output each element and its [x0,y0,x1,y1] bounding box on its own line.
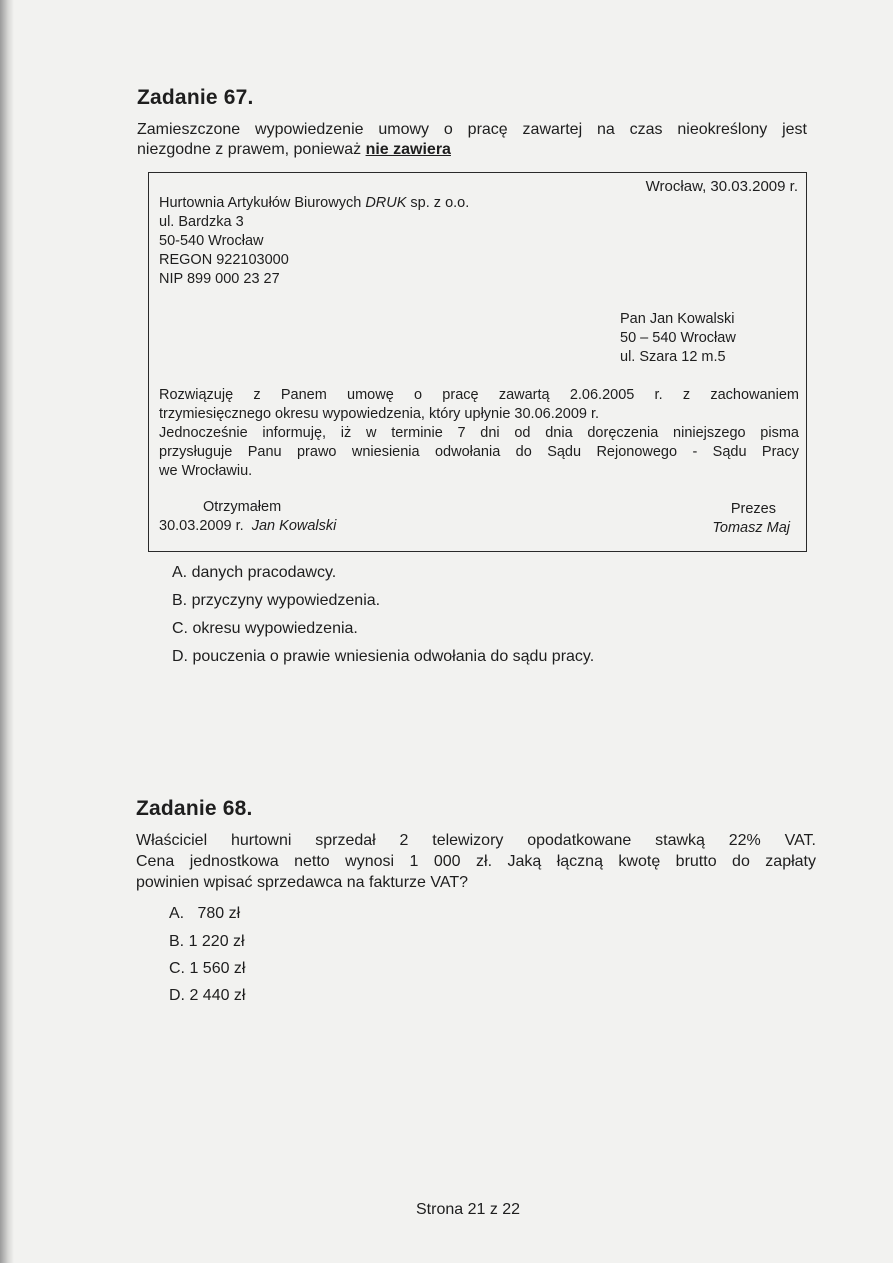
task-67-option-b: B. przyczyny wypowiedzenia. [172,592,381,609]
page-number: Strona 21 z 22 [416,1201,521,1218]
task-67-question-line-1: Zamieszczone wypowiedzenie umowy o pracę zawartej na czas nieokreślony jest [137,121,807,138]
president-signature [712,519,790,538]
letter-body-line-2: trzymiesięcznego okresu wypowiedzenia, który upłynie 30.06.2009 r. [159,406,600,422]
sender-regon: REGON 922103000 [159,252,289,268]
recipient-name: Pan Jan Kowalski [620,311,735,327]
sender-street: ul. Bardzka 3 [159,214,244,230]
task-67-question [137,120,807,160]
task-67-question-line-2-prefix: niezgodne z prawem, ponieważ [137,141,366,158]
task-68-question [136,830,816,893]
president-signature-text: Tomasz Maj [712,520,790,536]
recipient-city: 50 – 540 Wrocław [620,330,736,346]
task-67-title: Zadanie 67. [137,86,254,109]
received-label: Otrzymałem [203,499,282,515]
received-date: 30.03.2009 r. [159,518,244,534]
task-68-question-line-3: powinien wpisać sprzedawca na fakturze VAT? [136,874,469,891]
president-label: Prezes [730,501,776,517]
sender-city: 50-540 Wrocław [159,233,264,249]
received-signature: Jan Kowalski [251,518,337,534]
task-68-title: Zadanie 68. [136,797,253,820]
task-68-option-a: A. 780 zł [169,905,241,922]
task-68-question-line-2: Cena jednostkowa netto wynosi 1 000 zł. Jaką łączną kwotę brutto do zapłaty [136,853,816,870]
letter-body-line-4: przysługuje Panu prawo wniesienia odwołania do Sądu Rejonowego - Sądu Pracy [159,444,799,460]
task-67-option-d: D. pouczenia o prawie wniesienia odwołania do sądu pracy. [172,648,595,665]
task-67-option-c: C. okresu wypowiedzenia. [172,620,358,637]
recipient-street: ul. Szara 12 m.5 [620,349,726,365]
sender-company-suffix: sp. z o.o. [406,195,470,211]
task-68-option-d: D. 2 440 zł [169,987,246,1004]
sender-company [159,194,469,213]
letter-body-line-3: Jednocześnie informuję, iż w terminie 7 dni od dnia doręczenia niniejszego pisma [159,425,799,441]
task-68-option-b: B. 1 220 zł [169,933,245,950]
received-signature-line [159,517,336,536]
letter-date: Wrocław, 30.03.2009 r. [645,178,798,195]
task-68-option-c: C. 1 560 zł [169,960,246,977]
sender-company-brand: DRUK [365,195,407,211]
task-67-option-a: A. danych pracodawcy. [172,564,337,581]
sender-company-prefix: Hurtownia Artykułów Biurowych [159,195,366,211]
letter-body-line-5: we Wrocławiu. [159,463,253,479]
task-67-question-emphasis: nie zawiera [365,141,451,158]
letter-body-line-1: Rozwiązuję z Panem umowę o pracę zawartą 2.06.2005 r. z zachowaniem [159,387,799,403]
letter-body [159,386,799,481]
sender-nip: NIP 899 000 23 27 [159,271,280,287]
task-68-question-line-1: Właściciel hurtowni sprzedał 2 telewizory opodatkowane stawką 22% VAT. [136,832,816,849]
dismissal-letter-box [148,172,807,552]
scan-page-edge [0,0,14,1263]
